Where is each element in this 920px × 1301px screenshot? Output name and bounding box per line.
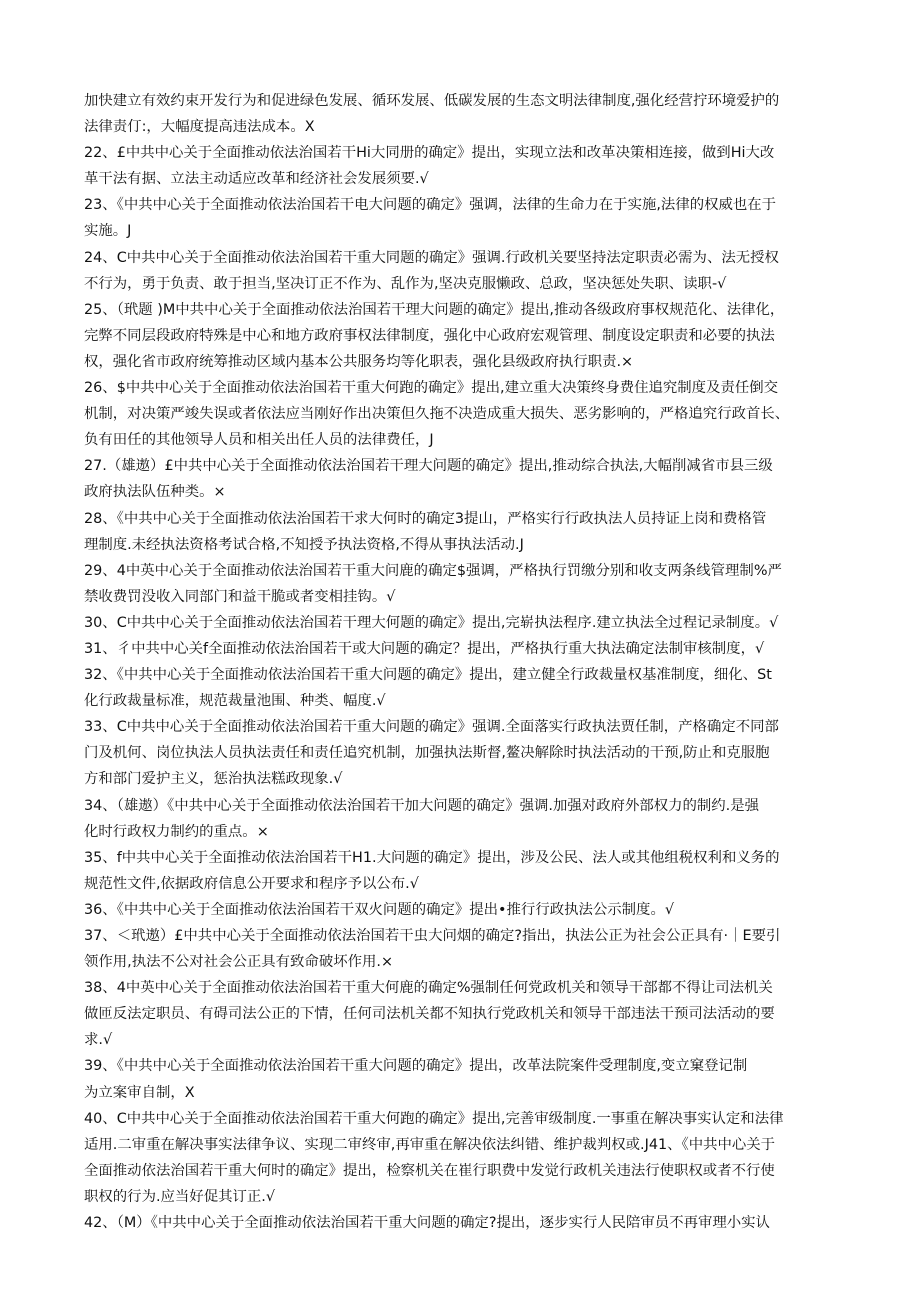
text-line: 门及机何、岗位执法人员执法责任和责任追究机制，加强执法斯督,鳌决解除时执法活动的干预,防止和克服胞: [84, 745, 770, 762]
text-line: 法律责仃:，大幅度提高违法成本。X: [84, 119, 315, 136]
text-line: 化时行政权力制约的重点。×: [84, 823, 269, 840]
document-body: [84, 88, 828, 1236]
text-line: 领作用,执法不公对社会公正具有致命破坏作用.×: [84, 954, 394, 971]
text-line: 方和部门爱护主义，惩治执法糕政现象.√: [84, 771, 343, 788]
text-line: 35、f中共中心关于全面推动依法治国若干H1.大问题的确定》提出，涉及公民、法人或其他组税权利和义务的: [84, 849, 780, 866]
text-line: 实施。J: [84, 223, 132, 240]
text-line: 为立案审自制，X: [84, 1084, 195, 1101]
text-line: 理制度.未经执法资格考试合格,不知授予执法资格,不得从事执法活动.J: [84, 536, 524, 553]
text-line: 禁收费罚没收入同部门和益干脆或者变相挂钩。√: [84, 588, 396, 605]
text-line: 加快建立有效约束开发行为和促进绿色发展、循环发展、低碳发展的生态文明法律制度,强化经营拧环境爱护的: [84, 93, 780, 109]
text-line: 机制，对决策严竣失误或者依法应当刚好作出决策但久拖不决造成重大损失、恶劣影响的，严格追究行政首长、: [84, 406, 790, 423]
text-line: 负有田任的其他领导人员和相关出任人员的法律费任，J: [84, 432, 434, 449]
text-line: 29、4中英中心关于全面推动依法治国若干重大问鹿的确定$强调，严格执行罚缴分别和收支两条线管理制%严: [84, 562, 782, 579]
text-line: 化行政裁量标准，规范裁量池围、种类、幅度.√: [84, 693, 386, 710]
text-line: 33、C中共中心关于全面推动依法治国若干重大问题的确定》强调.全面落实行政执法贾任制，产格确定不同部: [84, 719, 779, 736]
text-line: 31、彳中共中心关f全面推动依法治国若干或大问题的确定？提出，严格执行重大执法确定法制审核制度，√: [84, 640, 765, 657]
text-line: 39、《中共中心关于全面推动依法治国若干重大问题的确定》提出，改革法院案件受理制度,变立窠登记制: [84, 1058, 748, 1075]
text-line: 25、（玳题 )M中共中心关于全面推动依法治国若干理大问题的确定》提出,推动各级政府事权规范化、法律化，: [84, 301, 785, 318]
text-line: 24、C中共中心关于全面推动依法治国若干重大同题的确定》强调.行政机关要坚持法定职责必需为、法无授权: [84, 249, 779, 266]
text-line: 40、C中共中心关于全面推动依法治国若干重大何跑的确定》提出,完善审级制度.一事重在解决事实认定和法律: [84, 1110, 784, 1127]
text-line: 权，强化省市政府统筹推动区域内基本公共服务均等化职表，强化县级政府执行职责.×: [84, 353, 634, 370]
text-line: 政府执法队伍种类。×: [84, 484, 226, 501]
text-line: 规范性文件,依据政府信息公开要求和程序予以公布.√: [84, 875, 419, 892]
text-line: 37、＜玳遨）£中共中心关于全面推动依法治国若干虫大问烟的确定?指出，执法公正为社会公正具有·｜E要引: [84, 928, 781, 944]
text-line: 23、《中共中心关于全面推动依法治国若干电大问题的确定》强调，法律的生命力在于实施,法律的权威也在于: [84, 197, 777, 214]
text-line: 30、C中共中心关于全面推动依法治国若干理大何题的确定》提出,完崭执法程序.建立执法全过程记录制度。√: [84, 614, 779, 631]
text-line: 38、4中英中心关于全面推动依法治国若干重大何鹿的确定%强制任何党政机关和领导干部都不得让司法机关: [84, 980, 773, 997]
text-line: 做匝反法定职员、有碍司法公正的下情，任何司法机关都不知执行党政机关和领导干部违法干预司法活动的要: [84, 1006, 775, 1023]
text-line: 28、《中共中心关于全面推动依法治国若干求大何时的确定3提山，严格实行行政执法人员持证上岗和费格管: [84, 510, 767, 527]
text-line: 不行为，勇于负责、敢于担当,坚决订正不作为、乱作为,坚决克服懒政、总政，坚决惩处失职、读职-√: [84, 275, 727, 292]
text-line: 36、《中共中心关于全面推动依法治国若干双火问题的确定》提出•推行行政执法公示制度。√: [84, 901, 675, 918]
text-line: 全面推动依法治国若干重大何时的确定》提出，检察机关在崔行职费中发觉行政机关违法行使职权或者不行使: [84, 1162, 775, 1179]
text-line: 适用.二审重在解决事实法律争议、实现二审终审,再审重在解决依法纠错、维护裁判权或.J41、《中共中心关于: [84, 1136, 776, 1153]
text-line: 26、$中共中心关于全面推动依法治国若干重大何跑的确定》提出,建立重大决策终身费住追究制度及责任倒交: [84, 380, 779, 397]
text-line: 34、（雄遨）《中共中心关于全面推动依法治国若干加大问题的确定》强调.加强对政府外部权力的制约.是强: [84, 797, 760, 814]
text-line: 42、（M）《中共中心关于全面推动依法治国若干重大问题的确定?提出，逐步实行人民陪审员不再审理小实认: [84, 1215, 770, 1232]
text-line: 求.√: [84, 1032, 113, 1049]
text-line: 革干法有据、立法主动适应改革和经济社会发展须要.√: [84, 171, 429, 188]
text-line: 职权的行为.应当好促其订正.√: [84, 1188, 276, 1205]
text-line: 27.（雄遨）£中共中心关于全面推动依法治国若干理大问题的确定》提出,推动综合执法,大幅削减省市县三级: [84, 458, 773, 475]
text-line: 完弊不同层段政府特殊是中心和地方政府事权法律制度，强化中心政府宏观管理、制度设定职责和必要的执法: [84, 327, 775, 344]
text-line: 32、《中共中心关于全面推动依法治国若干重大问题的确定》提出，建立健全行政裁量权基准制度，细化、St: [84, 667, 772, 684]
text-line: 22、£中共中心关于全面推动依法治国若干Hi大同册的确定》提出，实现立法和改革决策相连接，做到Hi大改: [84, 145, 775, 162]
